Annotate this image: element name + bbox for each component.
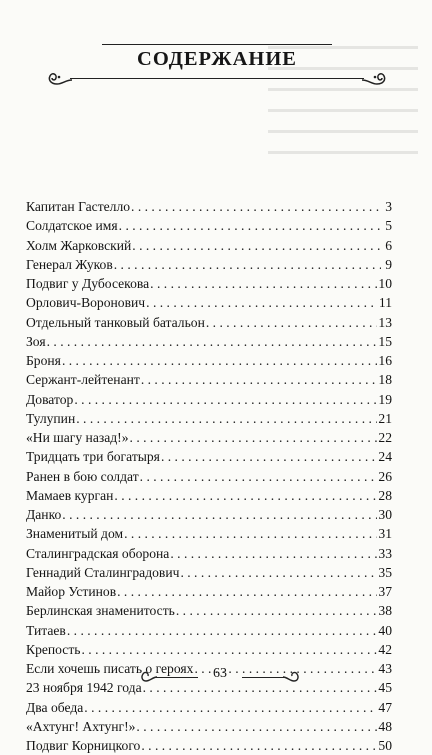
- toc-entry: [26, 447, 392, 466]
- footer-right-ornament-icon: [282, 668, 300, 684]
- toc-entry-title: Два обеда: [26, 699, 84, 715]
- page-number: 63: [213, 666, 227, 681]
- toc-entry-page: 50: [378, 738, 392, 753]
- toc-entry: [26, 409, 392, 428]
- toc-entry-title: Тулупин: [26, 410, 76, 426]
- toc-entry-page: 48: [378, 718, 392, 734]
- dot-leader: [140, 467, 378, 486]
- footer-right-rule: [242, 677, 284, 678]
- toc-entry-page: 43: [378, 661, 392, 676]
- dot-leader: [170, 544, 377, 563]
- toc-entry-title: Орлович-Воронович: [26, 295, 146, 311]
- page-footer: [150, 664, 290, 688]
- dot-leader: [146, 293, 378, 312]
- toc-entry-page: 11: [378, 295, 392, 311]
- toc-entry-title: Зоя: [26, 333, 46, 349]
- toc-entry-page: 47: [378, 699, 392, 715]
- toc-entry-page: 19: [378, 391, 392, 407]
- header-bottom-rule: [70, 78, 364, 79]
- page-title: СОДЕРЖАНИЕ: [137, 48, 297, 70]
- toc-entry-page: 5: [385, 218, 392, 234]
- toc-entry-title: Знаменитый дом: [26, 526, 124, 542]
- toc-entry-page: 16: [378, 353, 392, 368]
- toc-entry: [26, 332, 392, 351]
- toc-entry-title: Берлинская знаменитость: [26, 603, 175, 619]
- toc-entry-page: 28: [378, 487, 392, 503]
- dot-leader: [67, 621, 378, 640]
- toc-entry-title: «Ни шагу назад!»: [26, 430, 129, 445]
- toc-entry-page: 30: [378, 507, 392, 522]
- header-top-rule: [102, 44, 332, 45]
- dot-leader: [117, 582, 377, 601]
- dot-leader: [81, 640, 377, 659]
- toc-entry: [26, 370, 392, 389]
- left-ornament-icon: [44, 68, 74, 88]
- toc-entry-page: 15: [378, 333, 392, 349]
- toc-entry: [26, 563, 392, 582]
- dot-leader: [119, 216, 381, 235]
- toc-entry-page: 33: [378, 545, 392, 561]
- dot-leader: [84, 698, 377, 717]
- toc-entry-page: 6: [385, 237, 392, 253]
- dot-leader: [76, 409, 377, 428]
- dot-leader: [161, 447, 377, 466]
- toc-entry: [26, 313, 392, 332]
- toc-entry-title: Солдатское имя: [26, 218, 118, 234]
- toc-entry-title: Холм Жарковский: [26, 237, 132, 253]
- dot-leader: [62, 351, 377, 370]
- dot-leader: [136, 717, 377, 736]
- toc-entry-page: 24: [378, 449, 392, 465]
- toc-entry: [26, 197, 392, 216]
- toc-entry: [26, 255, 392, 274]
- toc-entry-title: Данко: [26, 507, 62, 522]
- dot-leader: [130, 428, 378, 447]
- toc-entry: [26, 486, 392, 505]
- toc-entry-page: 42: [378, 641, 392, 657]
- toc-entry: [26, 293, 392, 312]
- toc-entry-title: Крепость: [26, 641, 81, 657]
- toc-entry-title: Сталинградская оборона: [26, 545, 170, 561]
- dot-leader: [62, 505, 377, 524]
- right-ornament-icon: [360, 68, 390, 88]
- toc-entry-title: Геннадий Сталинградович: [26, 564, 180, 580]
- toc-entry-page: 21: [378, 410, 392, 426]
- dot-leader: [74, 390, 377, 409]
- toc-entry-page: 38: [378, 603, 392, 619]
- dot-leader: [206, 313, 378, 332]
- toc-entry: [26, 524, 392, 543]
- toc-entry-title: Доватор: [26, 391, 74, 407]
- toc-entry: [26, 390, 392, 409]
- toc-entry-page: 45: [378, 680, 392, 696]
- toc-entry: [26, 467, 392, 486]
- toc-entry: [26, 601, 392, 620]
- toc-entry: [26, 544, 392, 563]
- toc-entry-page: 26: [378, 468, 392, 484]
- dot-leader: [131, 197, 381, 216]
- dot-leader: [141, 736, 377, 755]
- dot-leader: [47, 332, 378, 351]
- dot-leader: [114, 486, 377, 505]
- toc-entry: [26, 428, 392, 447]
- dot-leader: [124, 524, 377, 543]
- toc-entry-page: 9: [385, 256, 392, 272]
- toc-entry-page: 31: [378, 526, 392, 542]
- toc-entry: [26, 216, 392, 235]
- dot-leader: [150, 274, 377, 293]
- toc-entry: [26, 351, 392, 370]
- toc-entry-title: Мамаев курган: [26, 487, 114, 503]
- toc-entry: [26, 582, 392, 601]
- toc-entry-page: 13: [378, 314, 392, 330]
- toc-entry-title: Капитан Гастелло: [26, 199, 131, 214]
- dot-leader: [176, 601, 378, 620]
- toc-entry: [26, 274, 392, 293]
- toc-entry-title: Майор Устинов: [26, 584, 117, 599]
- toc-entry-title: «Ахтунг! Ахтунг!»: [26, 718, 136, 734]
- toc-entry-page: 10: [378, 276, 392, 291]
- toc-entry-title: Броня: [26, 353, 61, 368]
- dot-leader: [132, 236, 381, 255]
- toc-entry-title: Подвиг Корницкого: [26, 738, 141, 753]
- toc-entry: [26, 640, 392, 659]
- toc-entry-page: 3: [385, 199, 392, 214]
- dot-leader: [114, 255, 381, 274]
- toc-entry-title: Ранен в бою солдат: [26, 468, 139, 484]
- dot-leader: [180, 563, 377, 582]
- toc-entry: [26, 621, 392, 640]
- contents-header: [50, 40, 384, 92]
- toc-entry: [26, 698, 392, 717]
- toc-entry-title: Генерал Жуков: [26, 256, 113, 272]
- toc-entry-page: 37: [378, 584, 392, 599]
- toc-entry-title: 23 ноября 1942 года: [26, 680, 142, 696]
- toc-entry-title: Титаев: [26, 622, 66, 638]
- dot-leader: [141, 370, 378, 389]
- toc-entry: [26, 717, 392, 736]
- toc-entry: [26, 236, 392, 255]
- toc-entry-page: 35: [378, 564, 392, 580]
- toc-entry: [26, 505, 392, 524]
- toc-entry-title: Подвиг у Дубосекова: [26, 276, 150, 291]
- toc-entry-title: Отдельный танковый батальон: [26, 314, 205, 330]
- toc-entry-page: 40: [378, 622, 392, 638]
- toc-entry-page: 18: [378, 372, 392, 388]
- toc-entry-title: Если хочешь писать о героях: [26, 661, 194, 676]
- toc-entry: [26, 736, 392, 755]
- toc-entry-title: Сержант-лейтенант: [26, 372, 140, 388]
- toc-entry-page: 22: [378, 430, 392, 445]
- toc-entry-title: Тридцать три богатыря: [26, 449, 160, 465]
